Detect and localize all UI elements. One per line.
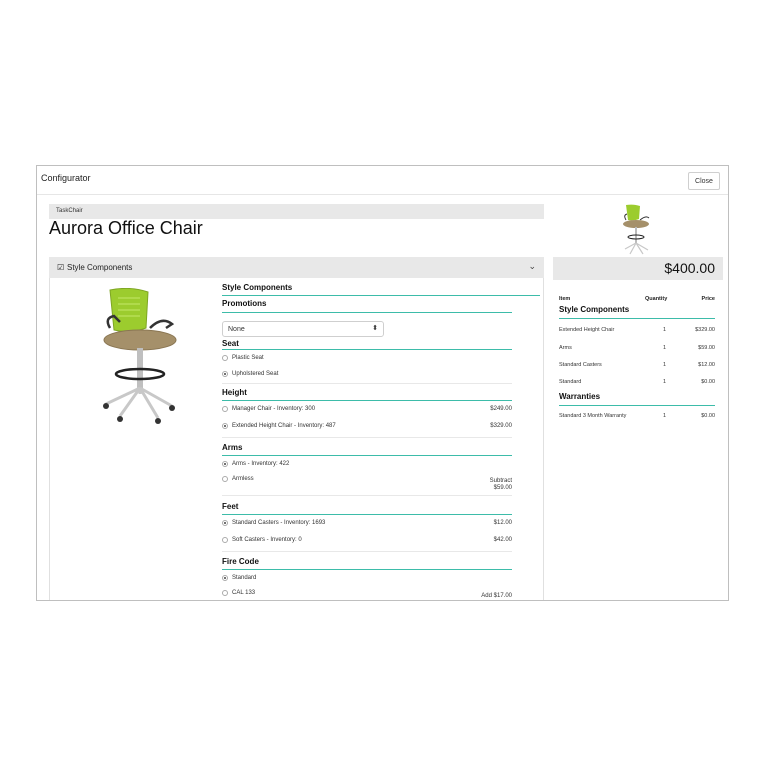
radio-button[interactable] xyxy=(222,590,228,596)
promotions-heading: Promotions xyxy=(222,299,267,308)
total-price: $400.00 xyxy=(664,260,715,276)
option-label: CAL 133 xyxy=(232,590,256,596)
summary-item-qty: 1 xyxy=(663,345,667,351)
option-price: $12.00 xyxy=(493,520,512,526)
seat-heading: Seat xyxy=(222,339,239,348)
column-header-quantity: Quantity xyxy=(645,296,668,302)
option-label: Standard Casters - Inventory: 1693 xyxy=(232,520,326,526)
option-price: Add $17.00 xyxy=(481,593,512,599)
product-title: Aurora Office Chair xyxy=(49,218,203,238)
configurator-modal xyxy=(36,165,729,601)
option-label: Arms - Inventory: 422 xyxy=(232,461,290,467)
summary-item-qty: 1 xyxy=(663,413,667,419)
summary-item-price: $59.00 xyxy=(698,345,715,351)
radio-button-selected[interactable] xyxy=(222,575,228,581)
chair-image xyxy=(100,288,186,428)
style-components-accordion[interactable] xyxy=(49,257,544,278)
summary-item-price: $12.00 xyxy=(698,362,715,368)
feet-heading: Feet xyxy=(222,502,239,511)
fire-code-heading: Fire Code xyxy=(222,557,259,566)
options-panel xyxy=(49,278,544,601)
divider xyxy=(559,405,715,406)
summary-item-qty: 1 xyxy=(663,362,667,368)
divider xyxy=(222,295,540,296)
summary-warranty-heading: Warranties xyxy=(559,392,601,401)
radio-button-selected[interactable] xyxy=(222,371,228,377)
option-price: $249.00 xyxy=(490,406,512,412)
accordion-label: Style Components xyxy=(67,263,133,272)
radio-button[interactable] xyxy=(222,355,228,361)
summary-item-name: Arms xyxy=(559,345,572,351)
option-label: Soft Casters - Inventory: 0 xyxy=(232,537,302,543)
summary-item-qty: 1 xyxy=(663,327,667,333)
summary-item-price: $0.00 xyxy=(701,413,715,419)
breadcrumb[interactable]: TaskChair xyxy=(56,208,83,214)
summary-style-heading: Style Components xyxy=(559,305,630,314)
divider xyxy=(222,383,512,384)
summary-item-price: $329.00 xyxy=(695,327,715,333)
arms-heading: Arms xyxy=(222,443,243,452)
option-price: $42.00 xyxy=(493,537,512,543)
promotions-select[interactable] xyxy=(222,321,384,337)
breadcrumb-bar xyxy=(49,204,544,219)
style-components-heading: Style Components xyxy=(222,283,293,292)
promotions-selected-value: None xyxy=(228,326,245,333)
summary-item-name: Standard 3 Month Warranty xyxy=(559,413,627,419)
check-square-icon: ☑ xyxy=(57,263,65,272)
column-header-price: Price xyxy=(701,296,715,302)
chevron-down-icon[interactable]: ⌄ xyxy=(528,261,536,271)
summary-item-price: $0.00 xyxy=(701,379,715,385)
option-label: Upholstered Seat xyxy=(232,371,279,377)
option-label: Armless xyxy=(232,476,254,482)
modal-header xyxy=(37,166,728,195)
modal-title: Configurator xyxy=(41,173,91,183)
option-label: Extended Height Chair - Inventory: 487 xyxy=(232,423,336,429)
option-price-prefix: Subtract xyxy=(489,478,512,484)
column-header-item: Item xyxy=(559,296,571,302)
option-price: $59.00 xyxy=(493,485,512,491)
close-button[interactable]: Close xyxy=(688,172,720,190)
option-label: Manager Chair - Inventory: 300 xyxy=(232,406,316,412)
chair-thumbnail xyxy=(622,204,652,256)
radio-button[interactable] xyxy=(222,537,228,543)
select-caret-icon: ⬍ xyxy=(372,325,378,332)
radio-button-selected[interactable] xyxy=(222,520,228,526)
option-label: Plastic Seat xyxy=(232,355,264,361)
divider xyxy=(222,400,512,401)
summary-item-name: Standard Casters xyxy=(559,362,602,368)
radio-button[interactable] xyxy=(222,406,228,412)
summary-item-qty: 1 xyxy=(663,379,667,385)
divider xyxy=(222,437,512,438)
radio-button-selected[interactable] xyxy=(222,423,228,429)
divider xyxy=(222,312,512,313)
divider xyxy=(559,318,715,319)
summary-item-name: Extended Height Chair xyxy=(559,327,615,333)
option-price-note xyxy=(490,478,512,492)
divider xyxy=(222,495,512,496)
divider xyxy=(222,514,512,515)
option-label: Standard xyxy=(232,575,257,581)
radio-button[interactable] xyxy=(222,476,228,482)
height-heading: Height xyxy=(222,388,247,397)
divider xyxy=(222,349,512,350)
option-price: $329.00 xyxy=(490,423,512,429)
divider xyxy=(222,551,512,552)
divider xyxy=(222,455,512,456)
radio-button-selected[interactable] xyxy=(222,461,228,467)
total-price-bar xyxy=(553,257,723,280)
divider xyxy=(222,569,512,570)
summary-item-name: Standard xyxy=(559,379,582,385)
